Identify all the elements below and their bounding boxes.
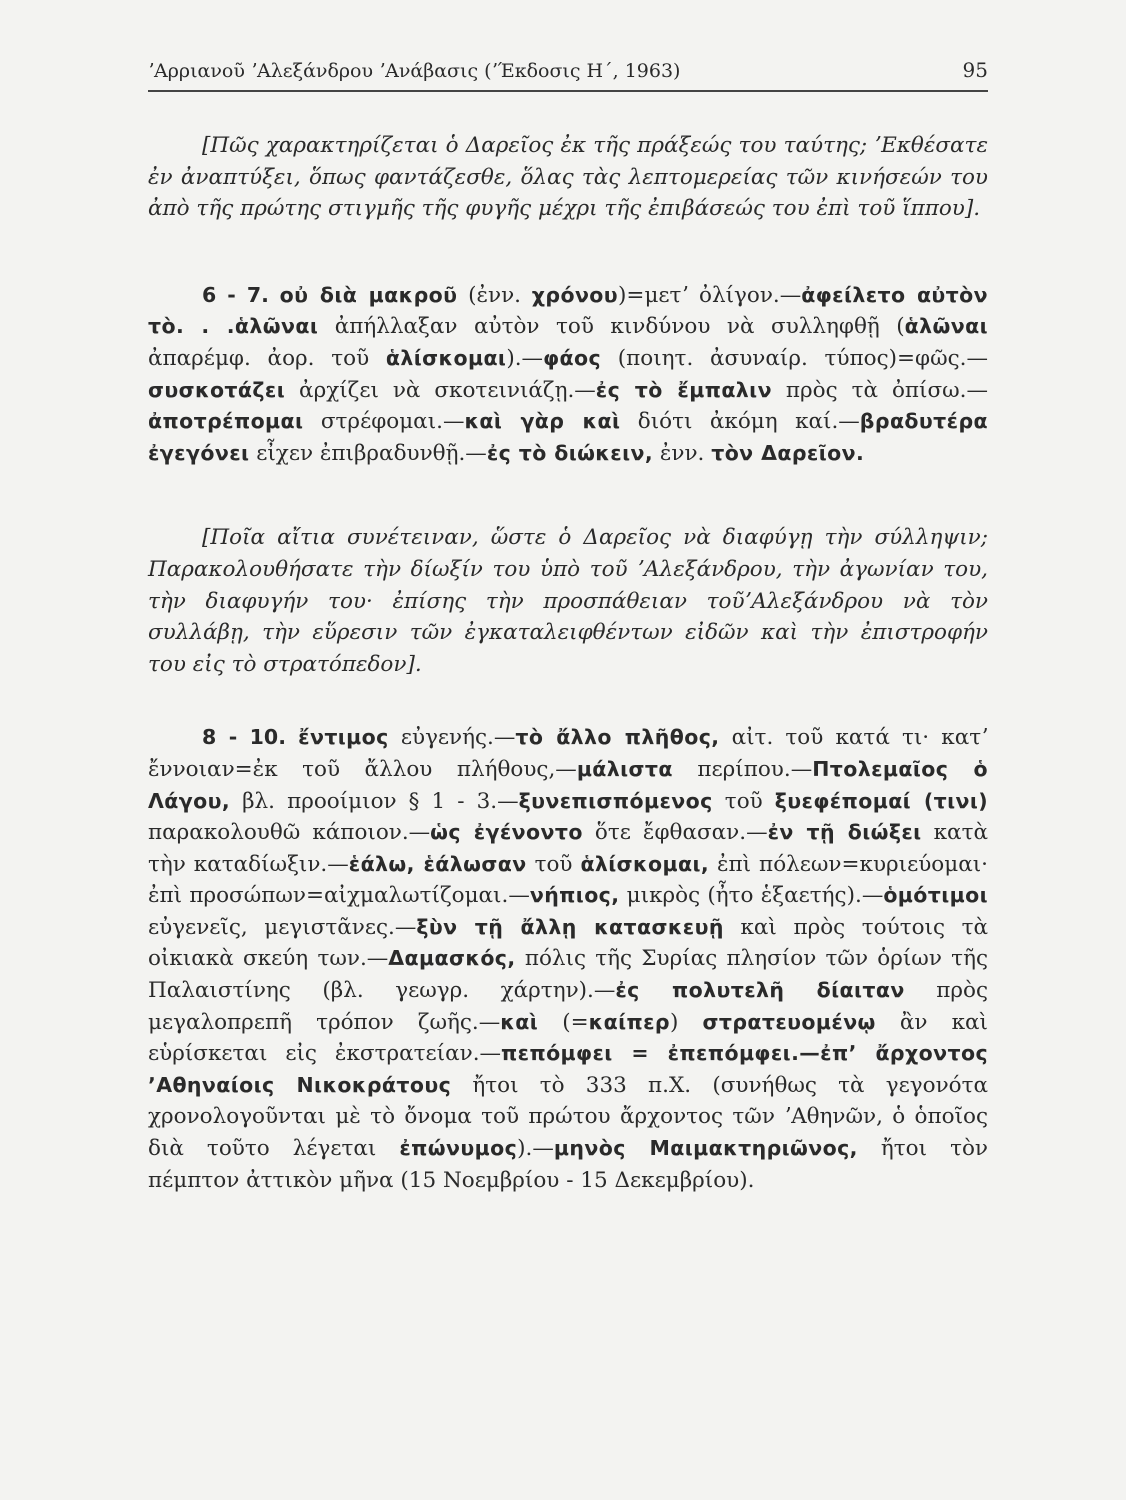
lemma-term: ξυνεπισπόμενος <box>518 788 713 813</box>
gloss-text: )=μετʼ ὀλίγον.— <box>618 282 802 308</box>
gloss-text: εἶχεν ἐπιβραδυνθῇ.— <box>249 440 487 466</box>
section-reference: 8 - 10. <box>202 725 286 750</box>
commentary-notes-6-7 <box>148 280 988 470</box>
notes-body <box>148 283 988 466</box>
gloss-text: καὶ πρὸς τούτοις τὰ οἰκιακὰ σκεύη των.— <box>148 914 989 972</box>
lemma-term: καὶ <box>500 1009 539 1034</box>
gloss-text: πρὸς τὰ ὀπίσω.— <box>771 377 988 403</box>
lemma-term: βραδυτέρα ἐγεγόνει <box>148 409 989 465</box>
lemma-term: ἐς πολυτελῆ δίαιταν <box>615 978 905 1003</box>
lemma-term: νήπιος, <box>529 883 620 908</box>
gloss-text: (ποιητ. ἀσυναίρ. τύπος)=φῶς.— <box>601 345 988 371</box>
section-reference: 6 - 7. <box>202 282 269 307</box>
lemma-term: τὸ ἄλλο πλῆθος, <box>515 725 720 750</box>
gloss-text: ἤτοι τὸν πέμπτον ἀττικὸν μῆνα (15 Νοεμβρίου - 15 Δεκεμβρίου). <box>148 1136 988 1193</box>
lemma-term: ἐπώνυμος <box>399 1136 518 1161</box>
header-title: ʼΑρριανοῦ ʼΑλεξάνδρου ʼΑνάβασις (ʼΈκδοσις Η΄, 1963) <box>148 60 681 82</box>
gloss-text: ὅτε ἔφθασαν.— <box>582 820 768 846</box>
lemma-term: ἐς τὸ διώκειν, <box>486 440 654 465</box>
lemma-term: Πτολεμαῖος ὁ Λάγου, <box>148 756 988 813</box>
lemma-term: ἁλῶναι <box>904 314 988 339</box>
gloss-text: ἐπὶ πόλεων=κυριεύομαι· ἐπὶ προσώπων=αἰχμαλωτίζομαι.— <box>148 851 988 909</box>
lemma-term: πεπόμφει = ἐπεπόμφει.—ἐπʼ ἄρχοντος ʼΑθηναίοις Νικοκράτους <box>148 1041 988 1097</box>
lemma-term: μηνὸς Μαιμακτηριῶνος, <box>553 1136 858 1161</box>
lemma-term: μάλιστα <box>576 756 673 781</box>
gloss-text: βλ. προοίμιον § 1 - 3.— <box>230 788 519 814</box>
gloss-text: περίπου.— <box>672 756 813 782</box>
gloss-text: μικρὸς (ἦτο ἑξαετής).— <box>619 883 884 909</box>
gloss-text: εὐγενής.— <box>388 725 516 751</box>
lemma-term: φάος <box>543 345 602 370</box>
gloss-text: ἤτοι τὸ 333 π.Χ. (συνήθως τὰ γεγονότα χρονολογοῦνται μὲ τὸ ὄνομα τοῦ πρώτου ἄρχοντος τῶν ʼΑθηνῶν, ὁ ὁποῖος διὰ τοῦτο λέγεται <box>148 1072 988 1162</box>
gloss-text: παρακολουθῶ κάποιον.— <box>148 820 431 846</box>
study-question-1: [Πῶς χαρακτηρίζεται ὁ Δαρεῖος ἐκ τῆς πράξεώς του ταύτης; ʼΕκθέσατε ἐν ἀναπτύξει, ὅπως φαντάζεσθε, ὅλας τὰς λεπτομερείας τῶν κινήσεών του ἀπὸ τῆς πρώτης στιγμῆς τῆς φυγῆς μέχρι τῆς ἐπιβάσεώς του ἐπὶ τοῦ ἵππου]. <box>148 133 988 222</box>
gloss-text: διότι ἀκόμη καί.— <box>620 409 860 435</box>
gloss-text: εὐγενεῖς, μεγιστᾶνες.— <box>148 914 417 940</box>
gloss-text: ) <box>669 1009 703 1035</box>
gloss-text: ).— <box>517 1136 554 1162</box>
lemma-term: συσκοτάζει <box>148 377 286 402</box>
gloss-text: ἐνν. <box>653 440 712 466</box>
notes-body <box>148 725 988 1192</box>
lemma-term: στρατευομένῳ <box>702 1009 876 1034</box>
lemma-term: καίπερ <box>588 1009 670 1034</box>
gloss-text: (= <box>538 1009 589 1035</box>
gloss-text: ἀπήλλαξαν αὐτὸν τοῦ κινδύνου νὰ συλληφθῇ ( <box>318 314 905 340</box>
gloss-text: κατὰ τὴν καταδίωξιν.— <box>148 820 988 877</box>
lemma-term: ἐν τῇ διώξει <box>767 820 922 845</box>
lemma-term: χρόνου <box>531 282 619 307</box>
lemma-term: ξυεφέπομαί (τινι) <box>774 788 989 813</box>
gloss-text: (ἐνν. <box>457 282 532 308</box>
gloss-text: πόλις τῆς Συρίας πλησίον τῶν ὁρίων τῆς Παλαιστίνης (βλ. γεωγρ. χάρτην).— <box>148 946 988 1004</box>
gloss-text: ἂν καὶ εὑρίσκεται εἰς ἐκστρατείαν.— <box>148 1009 988 1067</box>
gloss-text: αἰτ. τοῦ κατά τι· κατʼ ἔννοιαν=ἐκ τοῦ ἄλλου πλήθους,— <box>148 725 988 782</box>
gloss-text: στρέφομαι.— <box>303 409 465 435</box>
lemma-term: ἁλίσκομαι <box>385 345 507 370</box>
lemma-term: ὡς ἐγένοντο <box>430 820 583 845</box>
commentary-notes-8-10 <box>148 722 988 1196</box>
lemma-term: οὐ διὰ μακροῦ <box>279 282 458 307</box>
gloss-text: τοῦ <box>526 851 581 877</box>
lemma-term: ἁλίσκομαι, <box>580 851 710 876</box>
lemma-term: ἔντιμος <box>298 725 389 750</box>
lemma-term: ἀποτρέπομαι <box>148 409 304 434</box>
study-question-2: [Ποῖα αἴτια συνέτειναν, ὥστε ὁ Δαρεῖος νὰ διαφύγῃ τὴν σύλληψιν; Παρακολουθήσατε τὴν δίωξίν του ὑπὸ τοῦ ʼΑλεξάνδρου, τὴν ἀγωνίαν του, τὴν διαφυγήν του· ἐπίσης τὴν προσπάθειαν τοῦʼΑλεξάνδρου νὰ τὸν συλλάβῃ, τὴν εὕρεσιν τῶν ἐγκαταλειφθέντων εἰδῶν καὶ τὴν ἐπιστροφήν του εἰς τὸ στρατόπεδον]. <box>148 525 988 677</box>
lemma-term: ὁμότιμοι <box>883 883 989 908</box>
gloss-text: ἀπαρέμφ. ἀορ. τοῦ <box>148 345 386 371</box>
gloss-text: τοῦ <box>712 788 775 814</box>
lemma-term: Δαμασκός, <box>388 946 516 971</box>
gloss-text: ).— <box>506 345 544 371</box>
lemma-term: ξὺν τῇ ἄλλῃ κατασκευῇ <box>416 914 724 939</box>
book-page <box>148 58 988 1196</box>
lemma-term: ἐς τὸ ἔμπαλιν <box>595 377 772 402</box>
lemma-term: τὸν Δαρεῖον. <box>711 440 865 465</box>
lemma-term: καὶ γὰρ καὶ <box>464 409 621 434</box>
page-number: 95 <box>962 58 988 82</box>
running-header <box>148 58 988 92</box>
gloss-text: πρὸς μεγαλοπρεπῆ τρόπον ζωῆς.— <box>148 978 989 1035</box>
gloss-text: ἀρχίζει νὰ σκοτεινιάζῃ.— <box>285 377 596 403</box>
lemma-term: ἀφείλετο αὐτὸν τὸ. . .ἁλῶναι <box>148 282 989 339</box>
lemma-term: ἑάλω, ἑάλωσαν <box>348 851 527 876</box>
